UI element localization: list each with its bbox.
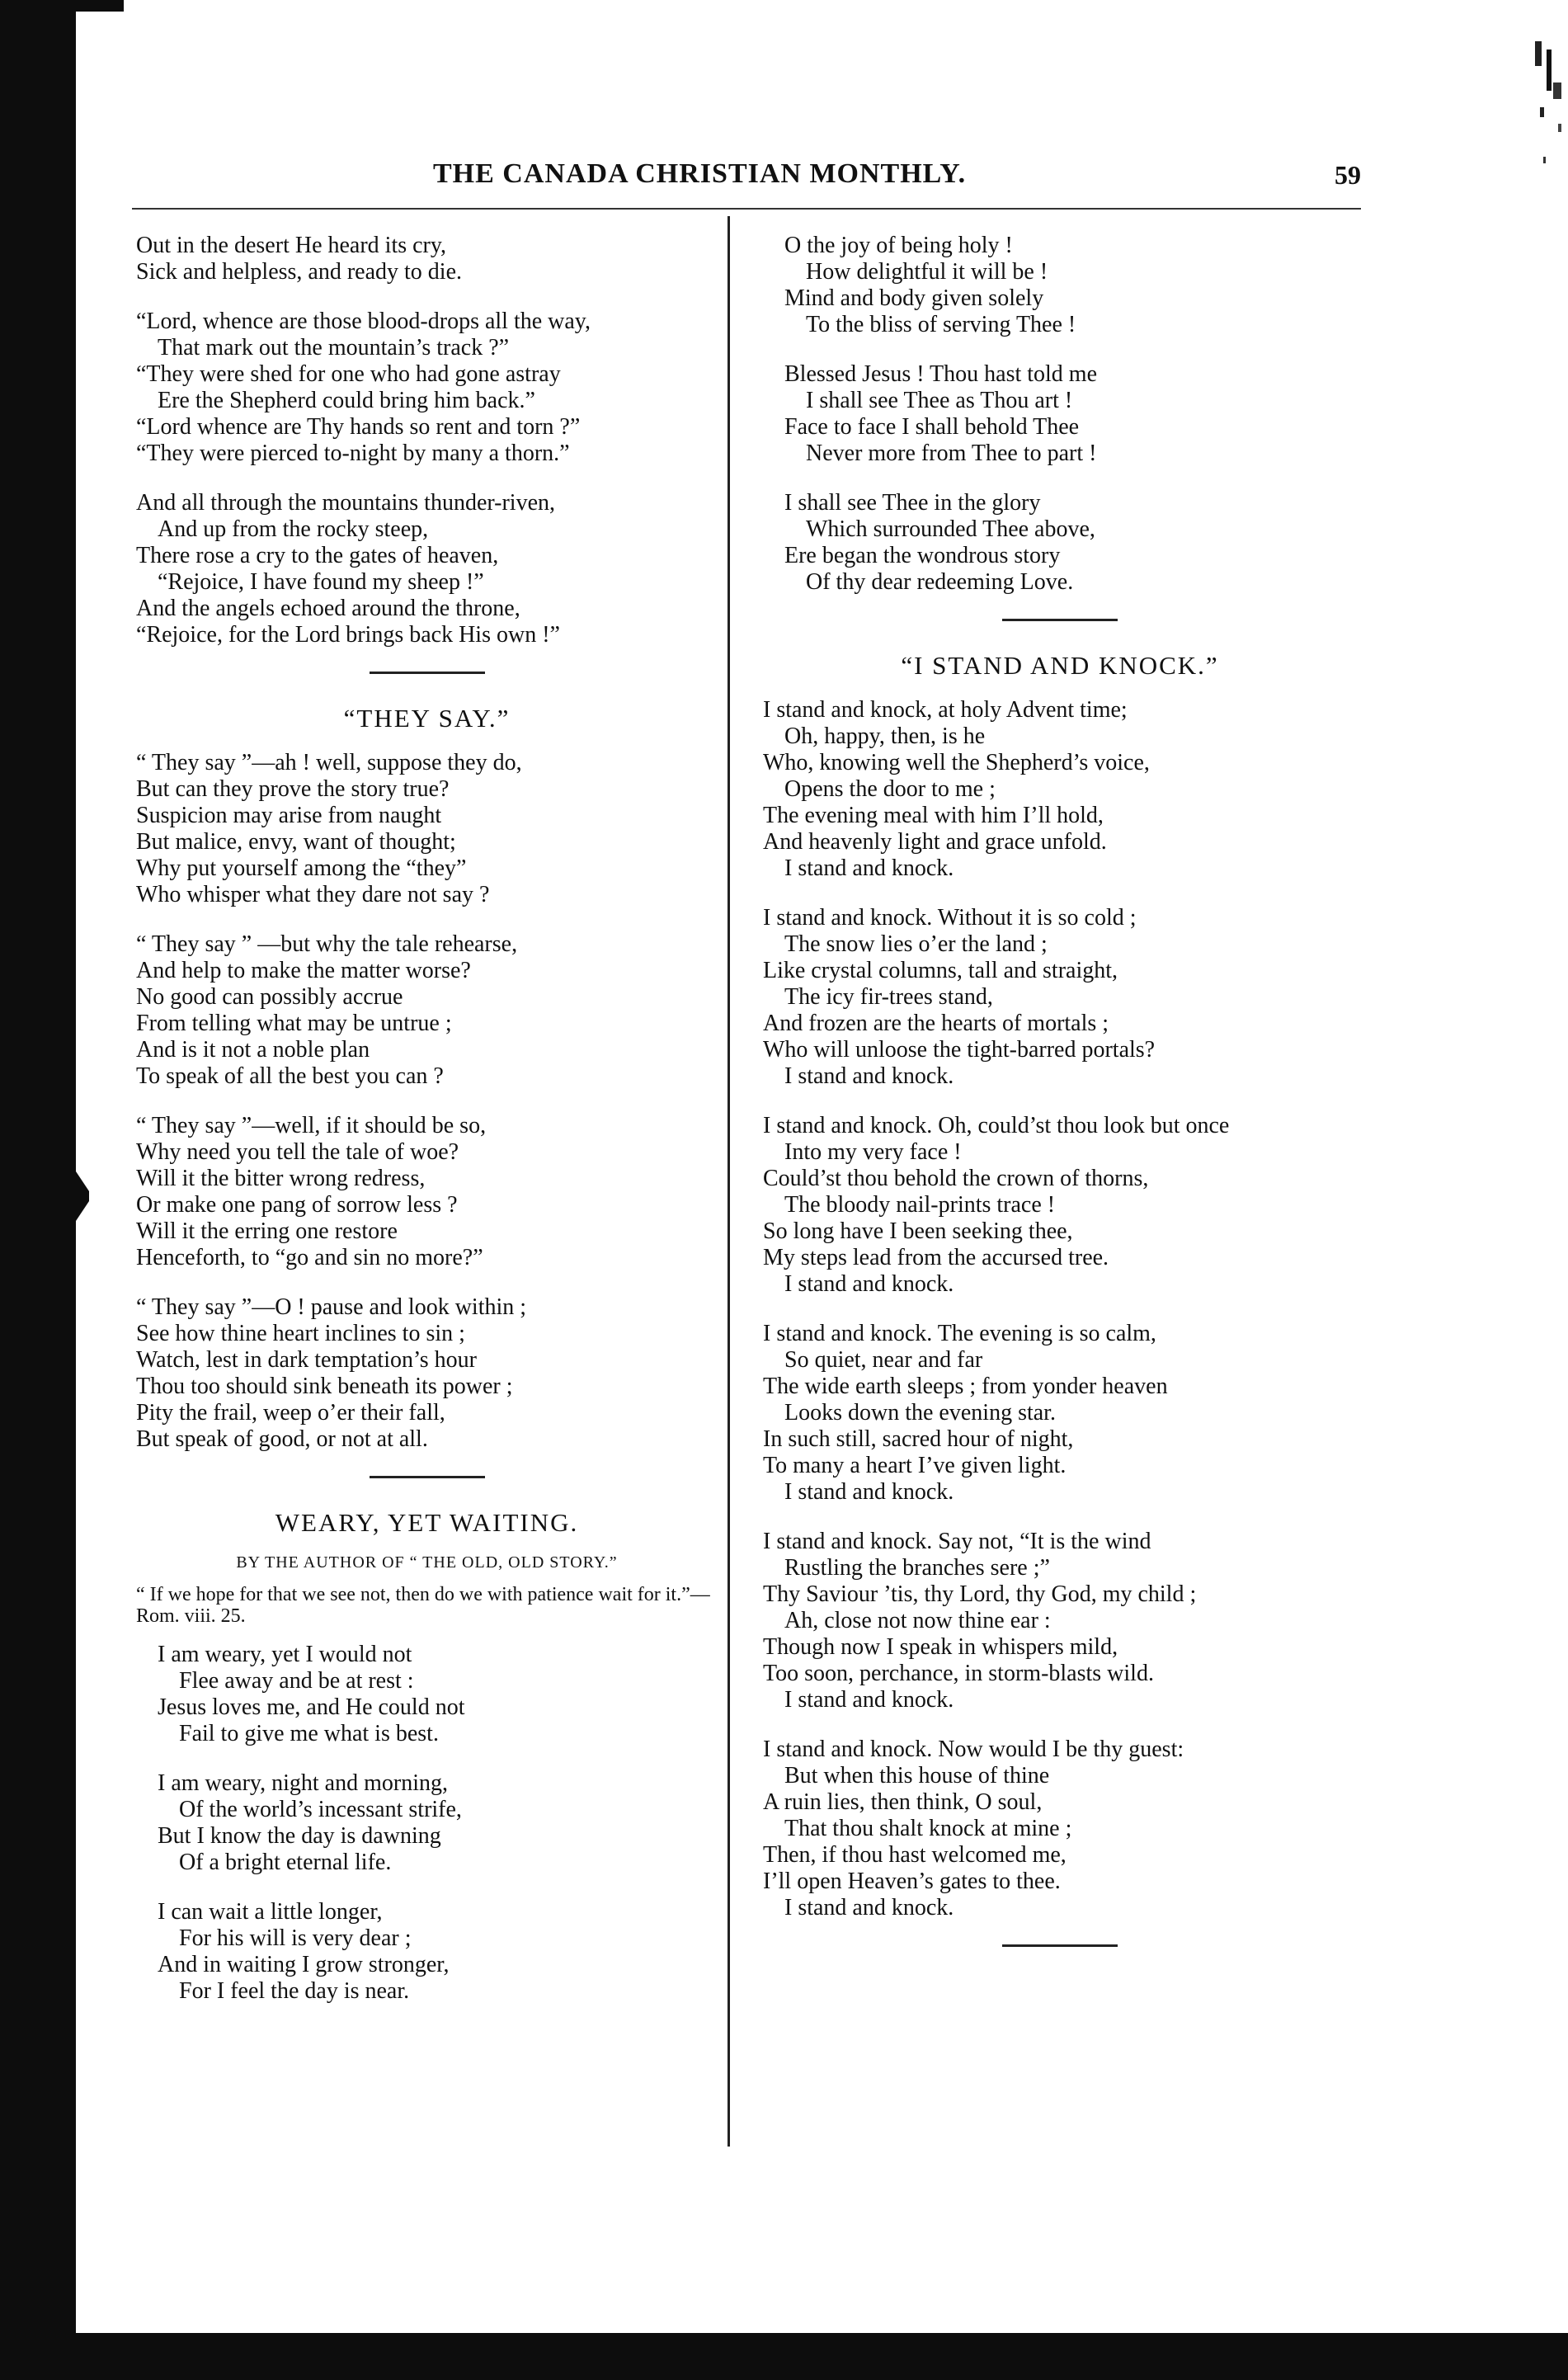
verse-line: “ They say ”—well, if it should be so, bbox=[136, 1113, 487, 1138]
verse-line: I am weary, night and morning, bbox=[158, 1770, 448, 1796]
verse-line: Flee away and be at rest : bbox=[179, 1668, 414, 1694]
verse-line: Pity the frail, weep o’er their fall, bbox=[136, 1400, 445, 1426]
verse-line: O the joy of being holy ! bbox=[784, 233, 1013, 258]
verse-line: And heavenly light and grace unfold. bbox=[763, 829, 1107, 855]
verse-line: Why need you tell the tale of woe? bbox=[136, 1139, 459, 1165]
verse-line: “ They say ”—O ! pause and look within ; bbox=[136, 1294, 527, 1320]
stanza bbox=[136, 1899, 718, 2005]
page-bottom-edge bbox=[0, 2333, 1568, 2380]
verse-line: And frozen are the hearts of mortals ; bbox=[763, 1011, 1109, 1036]
poem-title: “I STAND AND KNOCK.” bbox=[901, 651, 1219, 680]
poem-they-say bbox=[136, 705, 718, 1453]
poem-epigraph bbox=[136, 1584, 718, 1627]
verse-line: Then, if thou hast welcomed me, bbox=[763, 1842, 1067, 1868]
verse-line: From telling what may be untrue ; bbox=[136, 1011, 452, 1036]
verse-line: Watch, lest in dark temptation’s hour bbox=[136, 1347, 477, 1373]
verse-line: There rose a cry to the gates of heaven, bbox=[136, 543, 499, 568]
running-title: THE CANADA CHRISTIAN MONTHLY. bbox=[433, 158, 967, 189]
verse-line: I shall see Thee as Thou art ! bbox=[806, 388, 1073, 413]
verse-line: Face to face I shall behold Thee bbox=[784, 414, 1080, 440]
verse-line: I stand and knock, at holy Advent time; bbox=[763, 697, 1128, 723]
verse-line: For I feel the day is near. bbox=[179, 1978, 410, 2004]
verse-line: I can wait a little longer, bbox=[158, 1899, 383, 1925]
verse-line: And help to make the matter worse? bbox=[136, 958, 471, 983]
section-divider bbox=[370, 1476, 485, 1478]
verse-line: The bloody nail-prints trace ! bbox=[784, 1192, 1056, 1218]
verse-line: Ah, close not now thine ear : bbox=[784, 1608, 1051, 1633]
section-divider bbox=[1002, 619, 1118, 621]
verse-line: Who, knowing well the Shepherd’s voice, bbox=[763, 750, 1150, 775]
verse-line: So quiet, near and far bbox=[784, 1347, 983, 1373]
verse-line: But can they prove the story true? bbox=[136, 776, 450, 802]
verse-line: Like crystal columns, tall and straight, bbox=[763, 958, 1118, 983]
stanza bbox=[136, 750, 718, 908]
verse-line: And is it not a noble plan bbox=[136, 1037, 370, 1063]
stanza bbox=[136, 1642, 718, 1747]
verse-line: A ruin lies, then think, O soul, bbox=[763, 1789, 1043, 1815]
verse-line: Of a bright eternal life. bbox=[179, 1850, 392, 1875]
verse-line: And in waiting I grow stronger, bbox=[158, 1952, 450, 1977]
verse-line: Ere began the wondrous story bbox=[784, 543, 1061, 568]
verse-line: I stand and knock. Now would I be thy guest: bbox=[763, 1737, 1184, 1762]
poem-title: WEARY, YET WAITING. bbox=[275, 1508, 579, 1537]
verse-line: In such still, sacred hour of night, bbox=[763, 1426, 1074, 1452]
verse-line: For his will is very dear ; bbox=[179, 1925, 412, 1951]
verse-line: But speak of good, or not at all. bbox=[136, 1426, 428, 1452]
verse-line: Of the world’s incessant strife, bbox=[179, 1797, 462, 1822]
verse-line: Suspicion may arise from naught bbox=[136, 803, 442, 828]
verse-line: I stand and knock. Oh, could’st thou look but once bbox=[763, 1113, 1230, 1138]
binding-notch bbox=[76, 1171, 89, 1221]
verse-line: So long have I been seeking thee, bbox=[763, 1218, 1073, 1244]
header-rule bbox=[132, 208, 1361, 210]
verse-line: “They were shed for one who had gone astray bbox=[136, 361, 561, 387]
verse-line: Ere the Shepherd could bring him back.” bbox=[158, 388, 535, 413]
verse-line: Out in the desert He heard its cry, bbox=[136, 233, 447, 258]
verse-line: I stand and knock. bbox=[784, 1687, 954, 1713]
poem-i-stand-and-knock bbox=[763, 653, 1357, 1921]
verse-line: Blessed Jesus ! Thou hast told me bbox=[784, 361, 1098, 387]
verse-line: But when this house of thine bbox=[784, 1763, 1050, 1789]
epigraph-text: “ If we hope for that we see not, then do we with patience wait for it.”—Rom. viii. 25. bbox=[136, 1584, 710, 1627]
poem-byline: BY THE AUTHOR OF “ THE OLD, OLD STORY.” bbox=[236, 1553, 618, 1572]
verse-line: I stand and knock. bbox=[784, 1479, 954, 1505]
verse-line: Too soon, perchance, in storm-blasts wild. bbox=[763, 1661, 1154, 1686]
verse-line: Will it the erring one restore bbox=[136, 1218, 398, 1244]
stanza bbox=[136, 233, 718, 285]
verse-line: Or make one pang of sorrow less ? bbox=[136, 1192, 458, 1218]
stanza bbox=[136, 1294, 718, 1453]
left-column bbox=[136, 233, 718, 2028]
stanza bbox=[136, 490, 718, 648]
edge-speckle bbox=[1510, 33, 1568, 231]
page-edge-shadow bbox=[0, 0, 76, 2380]
verse-line: “Rejoice, for the Lord brings back His own !” bbox=[136, 622, 560, 648]
verse-line: “Rejoice, I have found my sheep !” bbox=[158, 569, 484, 595]
right-column bbox=[763, 233, 1357, 1978]
verse-line: The icy fir-trees stand, bbox=[784, 984, 993, 1010]
verse-line: Never more from Thee to part ! bbox=[806, 441, 1097, 466]
verse-line: The evening meal with him I’ll hold, bbox=[763, 803, 1104, 828]
section-divider bbox=[370, 672, 485, 674]
poem-joy-of-holiness bbox=[763, 233, 1357, 596]
verse-line: I stand and knock. bbox=[784, 1271, 954, 1297]
stanza bbox=[763, 490, 1357, 596]
verse-line: “They were pierced to-night by many a thorn.” bbox=[136, 441, 570, 466]
column-rule bbox=[727, 216, 730, 2147]
verse-line: To many a heart I’ve given light. bbox=[763, 1453, 1067, 1478]
verse-line: I shall see Thee in the glory bbox=[784, 490, 1041, 516]
verse-line: Will it the bitter wrong redress, bbox=[136, 1166, 426, 1191]
stanza bbox=[763, 1737, 1357, 1921]
corner-mark bbox=[66, 0, 124, 12]
stanza bbox=[763, 1113, 1357, 1298]
verse-line: Of thy dear redeeming Love. bbox=[806, 569, 1074, 595]
stanza bbox=[763, 233, 1357, 338]
stanza bbox=[763, 361, 1357, 467]
stanza bbox=[763, 697, 1357, 882]
verse-line: To speak of all the best you can ? bbox=[136, 1063, 444, 1089]
stanza bbox=[136, 1770, 718, 1876]
verse-line: I stand and knock. bbox=[784, 1895, 954, 1920]
verse-line: Fail to give me what is best. bbox=[179, 1721, 439, 1746]
verse-line: “Lord, whence are those blood-drops all the way, bbox=[136, 309, 591, 334]
verse-line: Who whisper what they dare not say ? bbox=[136, 882, 490, 907]
verse-line: Why put yourself among the “they” bbox=[136, 855, 467, 881]
verse-line: Jesus loves me, and He could not bbox=[158, 1694, 465, 1720]
verse-line: “Lord whence are Thy hands so rent and torn ?” bbox=[136, 414, 581, 440]
verse-line: The snow lies o’er the land ; bbox=[784, 931, 1048, 957]
verse-line: I stand and knock. bbox=[784, 1063, 954, 1089]
verse-line: I stand and knock. Without it is so cold ; bbox=[763, 905, 1137, 931]
verse-line: No good can possibly accrue bbox=[136, 984, 403, 1010]
verse-line: I’ll open Heaven’s gates to thee. bbox=[763, 1869, 1061, 1894]
verse-line: That thou shalt knock at mine ; bbox=[784, 1816, 1072, 1841]
verse-line: Which surrounded Thee above, bbox=[806, 516, 1095, 542]
verse-line: Who will unloose the tight-barred portals? bbox=[763, 1037, 1156, 1063]
verse-line: I am weary, yet I would not bbox=[158, 1642, 412, 1667]
verse-line: How delightful it will be ! bbox=[806, 259, 1048, 285]
stanza bbox=[136, 309, 718, 467]
verse-line: My steps lead from the accursed tree. bbox=[763, 1245, 1109, 1270]
verse-line: And up from the rocky steep, bbox=[158, 516, 429, 542]
verse-line: But I know the day is dawning bbox=[158, 1823, 441, 1849]
verse-line: “ They say ” —but why the tale rehearse, bbox=[136, 931, 518, 957]
verse-line: But malice, envy, want of thought; bbox=[136, 829, 456, 855]
poem-title: “THEY SAY.” bbox=[343, 704, 511, 733]
verse-line: Thy Saviour ’tis, thy Lord, thy God, my child ; bbox=[763, 1581, 1197, 1607]
verse-line: Oh, happy, then, is he bbox=[784, 723, 986, 749]
verse-line: Could’st thou behold the crown of thorns, bbox=[763, 1166, 1149, 1191]
page-number: 59 bbox=[1335, 160, 1361, 190]
stanza bbox=[763, 1529, 1357, 1713]
verse-line: “ They say ”—ah ! well, suppose they do, bbox=[136, 750, 522, 775]
page-header bbox=[132, 158, 1361, 208]
verse-line: Looks down the evening star. bbox=[784, 1400, 1056, 1426]
verse-line: That mark out the mountain’s track ?” bbox=[158, 335, 510, 361]
stanza bbox=[136, 1113, 718, 1271]
verse-line: Opens the door to me ; bbox=[784, 776, 996, 802]
verse-line: And all through the mountains thunder-riven, bbox=[136, 490, 556, 516]
verse-line: And the angels echoed around the throne, bbox=[136, 596, 520, 621]
poem-lost-sheep-ending bbox=[136, 233, 718, 648]
verse-line: I stand and knock. The evening is so calm, bbox=[763, 1321, 1156, 1346]
verse-line: I stand and knock. bbox=[784, 855, 954, 881]
verse-line: Sick and helpless, and ready to die. bbox=[136, 259, 463, 285]
verse-line: Thou too should sink beneath its power ; bbox=[136, 1374, 513, 1399]
verse-line: I stand and knock. Say not, “It is the wind bbox=[763, 1529, 1151, 1554]
verse-line: Though now I speak in whispers mild, bbox=[763, 1634, 1118, 1660]
stanza bbox=[136, 931, 718, 1090]
section-divider bbox=[1002, 1944, 1118, 1947]
poem-weary-yet-waiting bbox=[136, 1510, 718, 2005]
verse-line: Rustling the branches sere ;” bbox=[784, 1555, 1050, 1581]
verse-line: Henceforth, to “go and sin no more?” bbox=[136, 1245, 483, 1270]
verse-line: Mind and body given solely bbox=[784, 285, 1044, 311]
stanza bbox=[763, 905, 1357, 1090]
verse-line: See how thine heart inclines to sin ; bbox=[136, 1321, 465, 1346]
verse-line: The wide earth sleeps ; from yonder heaven bbox=[763, 1374, 1168, 1399]
stanza bbox=[763, 1321, 1357, 1506]
verse-line: Into my very face ! bbox=[784, 1139, 962, 1165]
verse-line: To the bliss of serving Thee ! bbox=[806, 312, 1076, 337]
